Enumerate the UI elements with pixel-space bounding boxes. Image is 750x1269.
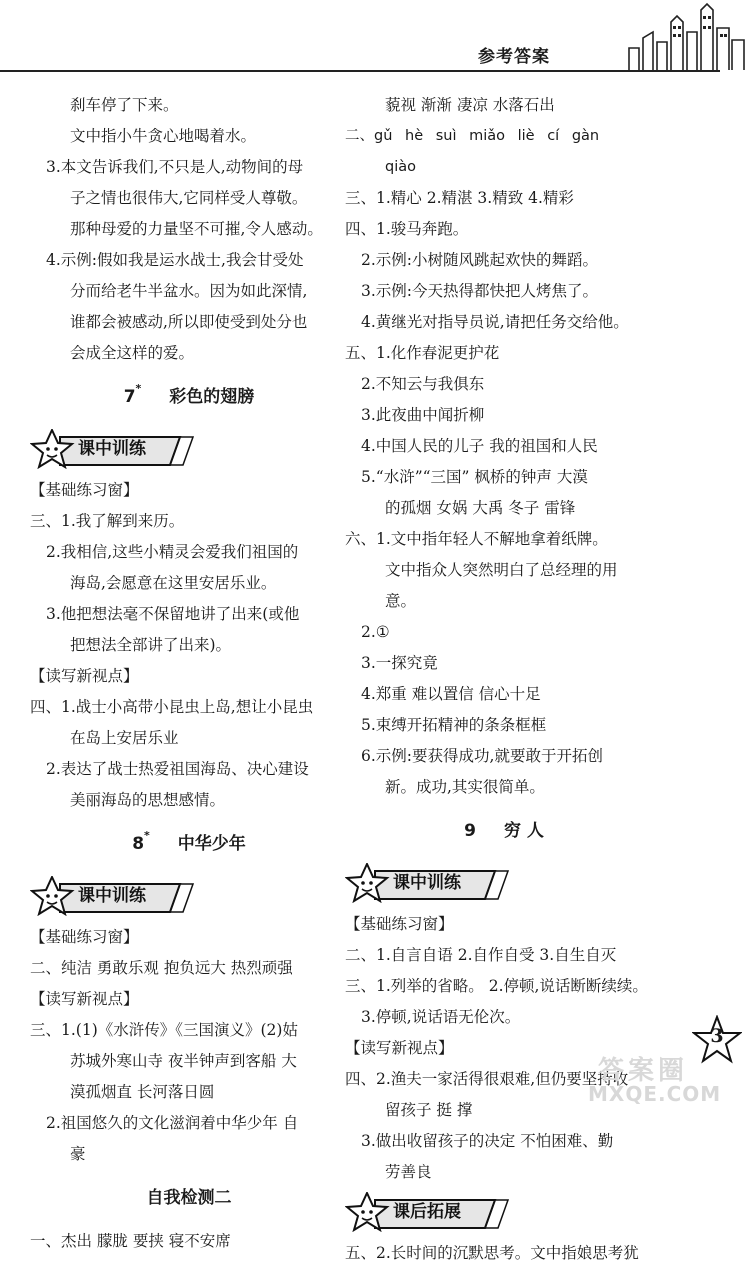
answer-line: 二、1.自言自语 2.自作自受 3.自生自灭 xyxy=(345,946,617,964)
answer-line: 三、1.精心 2.精湛 3.精致 4.精彩 xyxy=(345,189,574,207)
answer-line: 藐视 渐渐 凄凉 水落石出 xyxy=(385,96,555,114)
answer-line: 3.示例:今天热得都快把人烤焦了。 xyxy=(361,282,599,300)
answer-line: 3.本文告诉我们,不只是人,动物间的母 xyxy=(46,158,304,176)
answer-line: 3.此夜曲中闻折柳 xyxy=(361,406,485,424)
answer-line: 漠孤烟直 长河落日圆 xyxy=(70,1083,215,1101)
answer-line: 文中指众人突然明白了总经理的用 xyxy=(385,561,618,579)
answer-line: 在岛上安居乐业 xyxy=(70,729,179,747)
section-heading xyxy=(345,803,663,859)
answer-line: 子之情也很伟大,它同样受人尊敬。 xyxy=(70,189,308,207)
section-number: 8 xyxy=(132,834,145,854)
answer-line: 的孤烟 女娲 大禹 冬子 雷锋 xyxy=(385,499,576,517)
answer-line: 刹车停了下来。 xyxy=(70,96,179,114)
banner-label: 课中训练 xyxy=(78,886,146,906)
answer-line: 4.中国人民的儿子 我的祖国和人民 xyxy=(361,437,598,455)
answer-line: 2.表达了战士热爱祖国海岛、决心建设 xyxy=(46,760,309,778)
answer-line: 2.① xyxy=(361,623,390,641)
answer-line: 2.不知云与我俱东 xyxy=(361,375,485,393)
banner-label: 课中训练 xyxy=(78,439,146,459)
section-title: 彩色的翅膀 xyxy=(169,387,255,407)
answer-line: 2.我相信,这些小精灵会爱我们祖国的 xyxy=(46,543,299,561)
answer-line: 新。成功,其实很简单。 xyxy=(385,778,545,796)
banner-label: 课中训练 xyxy=(393,873,461,893)
answer-line: 留孩子 挺 撑 xyxy=(385,1101,473,1119)
section-title: 自我检测二 xyxy=(146,1188,232,1208)
answer-line: 三、1.列举的省略。 2.停顿,说话断断续续。 xyxy=(345,977,648,995)
answer-line: 2.示例:小树随风跳起欢快的舞蹈。 xyxy=(361,251,599,269)
section-mark: * xyxy=(144,829,150,842)
answer-line: 5.“水浒”“三国” 枫桥的钟声 大漠 xyxy=(361,468,588,486)
answer-line: 【读写新视点】 xyxy=(30,990,139,1008)
watermark-line1: 答案圈 xyxy=(598,1056,689,1086)
answer-line: 豪 xyxy=(70,1145,86,1163)
answer-line: 二、纯洁 勇敢乐观 抱负远大 热烈顽强 xyxy=(30,959,293,977)
section-number: 7 xyxy=(123,387,136,407)
header-rule xyxy=(0,70,720,72)
page-number: 3 xyxy=(710,1025,724,1047)
answer-line: 三、1.(1)《水浒传》《三国演义》(2)姑 xyxy=(30,1021,298,1039)
answer-line: 5.束缚开拓精神的条条框框 xyxy=(361,716,547,734)
answer-line: 【基础练习窗】 xyxy=(345,915,454,933)
watermark xyxy=(580,1050,745,1108)
city-skyline-icon xyxy=(625,2,747,72)
answer-line: 谁都会被感动,所以即使受到处分也 xyxy=(70,313,308,331)
section-heading xyxy=(30,816,348,872)
header-title: 参考答案 xyxy=(478,47,550,67)
answer-line: 6.示例:要获得成功,就要敢于开拓创 xyxy=(361,747,603,765)
answer-line: 那种母爱的力量坚不可摧,令人感动。 xyxy=(70,220,323,238)
answer-line: 海岛,会愿意在这里安居乐业。 xyxy=(70,574,277,592)
answer-line: 会成全这样的爱。 xyxy=(70,344,195,362)
answer-line: 3.一探究竟 xyxy=(361,654,438,672)
section-banner xyxy=(30,876,348,920)
answer-line: 4.郑重 难以置信 信心十足 xyxy=(361,685,541,703)
answer-line: 四、1.骏马奔跑。 xyxy=(345,220,469,238)
answer-line: 2.祖国悠久的文化滋润着中华少年 自 xyxy=(46,1114,299,1132)
answer-line: 【基础练习窗】 xyxy=(30,928,139,946)
watermark-line2: MXQE.COM xyxy=(588,1082,722,1106)
section-heading xyxy=(30,1170,348,1226)
answer-line: 【读写新视点】 xyxy=(345,1039,454,1057)
page-header xyxy=(0,0,750,82)
answer-line: 把想法全部讲了出来)。 xyxy=(70,636,232,654)
section-banner xyxy=(345,1192,663,1236)
section-mark: * xyxy=(135,382,142,395)
answer-line: 3.他把想法毫不保留地讲了出来(或他 xyxy=(46,605,300,623)
answer-line: 文中指小牛贪心地喝着水。 xyxy=(70,127,257,145)
answer-line: 五、1.化作春泥更护花 xyxy=(345,344,500,362)
section-title: 穷 人 xyxy=(503,821,544,841)
section-number: 9 xyxy=(464,821,476,841)
answer-line: 美丽海岛的思想感情。 xyxy=(70,791,226,809)
banner-label: 课后拓展 xyxy=(393,1202,461,1222)
pinyin-line: qiào xyxy=(385,159,416,175)
answer-line: 一、杰出 朦胧 要挟 寝不安席 xyxy=(30,1232,231,1250)
answer-line: 4.黄继光对指导员说,请把任务交给他。 xyxy=(361,313,629,331)
section-title: 中华少年 xyxy=(177,834,246,854)
answer-line: 苏城外寒山寺 夜半钟声到客船 大 xyxy=(70,1052,297,1070)
answer-line: 【读写新视点】 xyxy=(30,667,139,685)
answer-line: 六、1.文中指年轻人不解地拿着纸牌。 xyxy=(345,530,608,548)
answer-line: 4.示例:假如我是运水战士,我会甘受处 xyxy=(46,251,304,269)
left-column xyxy=(30,90,348,1257)
answer-line: 【基础练习窗】 xyxy=(30,481,139,499)
answer-line: 分而给老牛半盆水。因为如此深情, xyxy=(70,282,308,300)
answer-line: 三、1.我了解到来历。 xyxy=(30,512,185,530)
answer-line: 意。 xyxy=(385,592,417,610)
section-banner xyxy=(345,863,663,907)
answer-line: 3.做出收留孩子的决定 不怕困难、勤 xyxy=(361,1132,614,1150)
answer-line: 3.停顿,说话语无伦次。 xyxy=(361,1008,521,1026)
pinyin-line: 二、gǔ hè suì miǎo liè cí gàn xyxy=(345,128,600,144)
section-banner xyxy=(30,429,348,473)
answer-line: 四、2.渔夫一家活得很艰难,但仍要坚持收 xyxy=(345,1070,629,1088)
answer-line: 劳善良 xyxy=(385,1163,432,1181)
answer-line: 五、2.长时间的沉默思考。文中指娘思考犹 xyxy=(345,1244,639,1262)
answer-line: 四、1.战士小高带小昆虫上岛,想让小昆虫 xyxy=(30,698,314,716)
section-heading xyxy=(30,369,348,425)
